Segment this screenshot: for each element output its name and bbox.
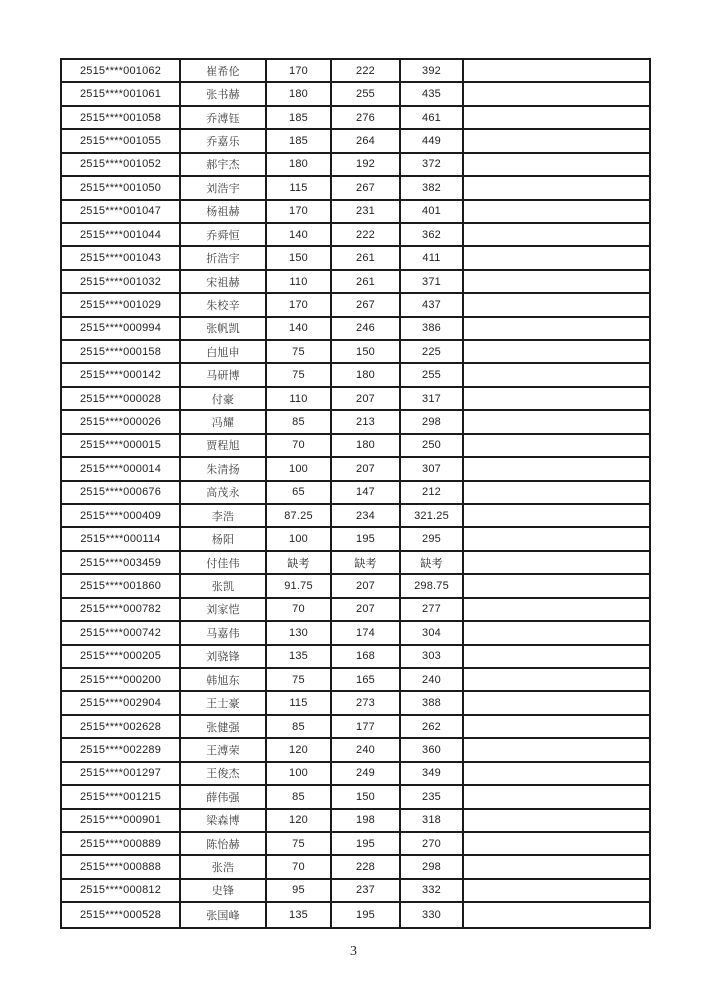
total-cell: 388 [401, 692, 464, 715]
name-cell: 张书赫 [181, 83, 267, 106]
total-cell: 349 [401, 763, 464, 786]
id-cell: 2515****000742 [62, 622, 181, 645]
name-cell: 史锋 [181, 880, 267, 903]
note-cell [464, 107, 649, 130]
id-cell: 2515****000014 [62, 458, 181, 481]
note-cell [464, 528, 649, 551]
score2-cell: 261 [332, 271, 401, 294]
table-row [62, 903, 649, 926]
id-cell: 2515****001061 [62, 83, 181, 106]
id-cell: 2515****000142 [62, 364, 181, 387]
total-cell: 304 [401, 622, 464, 645]
name-cell: 张帆凯 [181, 318, 267, 341]
table-row [62, 552, 649, 575]
note-cell [464, 716, 649, 739]
note-cell [464, 552, 649, 575]
id-cell: 2515****001032 [62, 271, 181, 294]
id-cell: 2515****000015 [62, 435, 181, 458]
score2-cell: 273 [332, 692, 401, 715]
table-row [62, 505, 649, 528]
score1-cell: 135 [267, 646, 332, 669]
table-row [62, 271, 649, 294]
name-cell: 朱校辛 [181, 294, 267, 317]
score1-cell: 115 [267, 177, 332, 200]
name-cell: 乔嘉乐 [181, 130, 267, 153]
id-cell: 2515****000901 [62, 810, 181, 833]
total-cell: 371 [401, 271, 464, 294]
note-cell [464, 505, 649, 528]
score1-cell: 170 [267, 294, 332, 317]
score2-cell: 249 [332, 763, 401, 786]
name-cell: 王溥荣 [181, 739, 267, 762]
score2-cell: 207 [332, 599, 401, 622]
id-cell: 2515****001215 [62, 786, 181, 809]
note-cell [464, 271, 649, 294]
name-cell: 乔溥钰 [181, 107, 267, 130]
score2-cell: 192 [332, 154, 401, 177]
note-cell [464, 341, 649, 364]
table-row [62, 411, 649, 434]
id-cell: 2515****001052 [62, 154, 181, 177]
table-row [62, 528, 649, 551]
id-cell: 2515****001047 [62, 201, 181, 224]
total-cell: 317 [401, 388, 464, 411]
score1-cell: 110 [267, 271, 332, 294]
score1-cell: 70 [267, 856, 332, 879]
table-row [62, 458, 649, 481]
id-cell: 2515****000812 [62, 880, 181, 903]
id-cell: 2515****001860 [62, 575, 181, 598]
score1-cell: 85 [267, 786, 332, 809]
table-row [62, 318, 649, 341]
table-row [62, 130, 649, 153]
score1-cell: 170 [267, 60, 332, 83]
note-cell [464, 411, 649, 434]
note-cell [464, 458, 649, 481]
note-cell [464, 224, 649, 247]
score2-cell: 150 [332, 341, 401, 364]
total-cell: 277 [401, 599, 464, 622]
score1-cell: 95 [267, 880, 332, 903]
table-row [62, 669, 649, 692]
table-row [62, 201, 649, 224]
name-cell: 梁森博 [181, 810, 267, 833]
name-cell: 白旭申 [181, 341, 267, 364]
score2-cell: 222 [332, 224, 401, 247]
name-cell: 郝宇杰 [181, 154, 267, 177]
note-cell [464, 739, 649, 762]
name-cell: 朱清扬 [181, 458, 267, 481]
id-cell: 2515****003459 [62, 552, 181, 575]
score1-cell: 70 [267, 435, 332, 458]
table-row [62, 107, 649, 130]
id-cell: 2515****002289 [62, 739, 181, 762]
score2-cell: 177 [332, 716, 401, 739]
score2-cell: 207 [332, 458, 401, 481]
total-cell: 435 [401, 83, 464, 106]
score-table [60, 58, 651, 929]
total-cell: 330 [401, 903, 464, 926]
note-cell [464, 247, 649, 270]
id-cell: 2515****001050 [62, 177, 181, 200]
note-cell [464, 435, 649, 458]
table-row [62, 880, 649, 903]
name-cell: 折浩宇 [181, 247, 267, 270]
score1-cell: 70 [267, 599, 332, 622]
score1-cell: 65 [267, 482, 332, 505]
total-cell: 362 [401, 224, 464, 247]
score1-cell: 115 [267, 692, 332, 715]
id-cell: 2515****000528 [62, 903, 181, 926]
table-row [62, 622, 649, 645]
score1-cell: 缺考 [267, 552, 332, 575]
id-cell: 2515****002904 [62, 692, 181, 715]
table-row [62, 575, 649, 598]
id-cell: 2515****001029 [62, 294, 181, 317]
table-row [62, 247, 649, 270]
note-cell [464, 294, 649, 317]
id-cell: 2515****001297 [62, 763, 181, 786]
score2-cell: 231 [332, 201, 401, 224]
score2-cell: 222 [332, 60, 401, 83]
note-cell [464, 646, 649, 669]
score2-cell: 228 [332, 856, 401, 879]
total-cell: 250 [401, 435, 464, 458]
total-cell: 212 [401, 482, 464, 505]
name-cell: 马研博 [181, 364, 267, 387]
name-cell: 张健强 [181, 716, 267, 739]
score1-cell: 100 [267, 763, 332, 786]
page-number: 3 [350, 944, 357, 959]
id-cell: 2515****001044 [62, 224, 181, 247]
score2-cell: 267 [332, 177, 401, 200]
score1-cell: 87.25 [267, 505, 332, 528]
table-row [62, 646, 649, 669]
id-cell: 2515****000200 [62, 669, 181, 692]
total-cell: 411 [401, 247, 464, 270]
score2-cell: 267 [332, 294, 401, 317]
score1-cell: 75 [267, 341, 332, 364]
name-cell: 宋祖赫 [181, 271, 267, 294]
note-cell [464, 622, 649, 645]
name-cell: 付佳伟 [181, 552, 267, 575]
score1-cell: 75 [267, 364, 332, 387]
table-row [62, 692, 649, 715]
table-row [62, 716, 649, 739]
score2-cell: 198 [332, 810, 401, 833]
note-cell [464, 60, 649, 83]
total-cell: 303 [401, 646, 464, 669]
note-cell [464, 177, 649, 200]
name-cell: 张国峰 [181, 903, 267, 926]
score2-cell: 195 [332, 903, 401, 926]
name-cell: 张浩 [181, 856, 267, 879]
score2-cell: 195 [332, 833, 401, 856]
score2-cell: 195 [332, 528, 401, 551]
name-cell: 王士豪 [181, 692, 267, 715]
score2-cell: 207 [332, 575, 401, 598]
note-cell [464, 364, 649, 387]
total-cell: 缺考 [401, 552, 464, 575]
note-cell [464, 810, 649, 833]
table-row [62, 364, 649, 387]
table-row [62, 739, 649, 762]
total-cell: 255 [401, 364, 464, 387]
note-cell [464, 482, 649, 505]
score2-cell: 缺考 [332, 552, 401, 575]
note-cell [464, 575, 649, 598]
id-cell: 2515****002628 [62, 716, 181, 739]
total-cell: 298.75 [401, 575, 464, 598]
score2-cell: 150 [332, 786, 401, 809]
note-cell [464, 880, 649, 903]
total-cell: 461 [401, 107, 464, 130]
id-cell: 2515****000994 [62, 318, 181, 341]
score2-cell: 246 [332, 318, 401, 341]
score1-cell: 150 [267, 247, 332, 270]
score1-cell: 91.75 [267, 575, 332, 598]
id-cell: 2515****000158 [62, 341, 181, 364]
table-row [62, 786, 649, 809]
id-cell: 2515****000676 [62, 482, 181, 505]
total-cell: 270 [401, 833, 464, 856]
table-row [62, 599, 649, 622]
total-cell: 318 [401, 810, 464, 833]
score1-cell: 185 [267, 130, 332, 153]
id-cell: 2515****001062 [62, 60, 181, 83]
score1-cell: 75 [267, 833, 332, 856]
note-cell [464, 692, 649, 715]
name-cell: 马嘉伟 [181, 622, 267, 645]
score1-cell: 180 [267, 83, 332, 106]
score2-cell: 180 [332, 364, 401, 387]
total-cell: 401 [401, 201, 464, 224]
note-cell [464, 130, 649, 153]
id-cell: 2515****000409 [62, 505, 181, 528]
total-cell: 307 [401, 458, 464, 481]
name-cell: 刘浩宇 [181, 177, 267, 200]
total-cell: 295 [401, 528, 464, 551]
name-cell: 杨阳 [181, 528, 267, 551]
note-cell [464, 388, 649, 411]
id-cell: 2515****001043 [62, 247, 181, 270]
score1-cell: 85 [267, 716, 332, 739]
score1-cell: 130 [267, 622, 332, 645]
table-row [62, 388, 649, 411]
id-cell: 2515****001058 [62, 107, 181, 130]
total-cell: 298 [401, 411, 464, 434]
name-cell: 薛伟强 [181, 786, 267, 809]
name-cell: 冯耀 [181, 411, 267, 434]
score1-cell: 85 [267, 411, 332, 434]
note-cell [464, 903, 649, 926]
id-cell: 2515****000889 [62, 833, 181, 856]
total-cell: 298 [401, 856, 464, 879]
name-cell: 付豪 [181, 388, 267, 411]
name-cell: 高茂永 [181, 482, 267, 505]
note-cell [464, 669, 649, 692]
total-cell: 321.25 [401, 505, 464, 528]
score2-cell: 165 [332, 669, 401, 692]
note-cell [464, 786, 649, 809]
table-row [62, 810, 649, 833]
note-cell [464, 83, 649, 106]
note-cell [464, 599, 649, 622]
id-cell: 2515****001055 [62, 130, 181, 153]
total-cell: 449 [401, 130, 464, 153]
id-cell: 2515****000114 [62, 528, 181, 551]
id-cell: 2515****000205 [62, 646, 181, 669]
score1-cell: 120 [267, 739, 332, 762]
total-cell: 360 [401, 739, 464, 762]
table-row [62, 60, 649, 83]
score2-cell: 180 [332, 435, 401, 458]
total-cell: 235 [401, 786, 464, 809]
total-cell: 382 [401, 177, 464, 200]
score2-cell: 240 [332, 739, 401, 762]
table-row [62, 341, 649, 364]
id-cell: 2515****000888 [62, 856, 181, 879]
score2-cell: 255 [332, 83, 401, 106]
id-cell: 2515****000782 [62, 599, 181, 622]
note-cell [464, 201, 649, 224]
table-row [62, 83, 649, 106]
score1-cell: 140 [267, 224, 332, 247]
total-cell: 240 [401, 669, 464, 692]
total-cell: 332 [401, 880, 464, 903]
score2-cell: 168 [332, 646, 401, 669]
score1-cell: 140 [267, 318, 332, 341]
score2-cell: 264 [332, 130, 401, 153]
name-cell: 刘骁锋 [181, 646, 267, 669]
name-cell: 张凯 [181, 575, 267, 598]
total-cell: 225 [401, 341, 464, 364]
table-row [62, 856, 649, 879]
name-cell: 崔希伦 [181, 60, 267, 83]
score1-cell: 135 [267, 903, 332, 926]
name-cell: 陈怡赫 [181, 833, 267, 856]
note-cell [464, 856, 649, 879]
total-cell: 262 [401, 716, 464, 739]
score2-cell: 261 [332, 247, 401, 270]
score2-cell: 213 [332, 411, 401, 434]
score2-cell: 147 [332, 482, 401, 505]
score2-cell: 207 [332, 388, 401, 411]
score1-cell: 100 [267, 458, 332, 481]
name-cell: 刘家恺 [181, 599, 267, 622]
table-row [62, 177, 649, 200]
table-row [62, 833, 649, 856]
name-cell: 贾程旭 [181, 435, 267, 458]
name-cell: 李浩 [181, 505, 267, 528]
total-cell: 392 [401, 60, 464, 83]
note-cell [464, 833, 649, 856]
score2-cell: 276 [332, 107, 401, 130]
table-row [62, 763, 649, 786]
total-cell: 437 [401, 294, 464, 317]
score2-cell: 174 [332, 622, 401, 645]
total-cell: 372 [401, 154, 464, 177]
score1-cell: 170 [267, 201, 332, 224]
name-cell: 杨祖赫 [181, 201, 267, 224]
score1-cell: 110 [267, 388, 332, 411]
id-cell: 2515****000028 [62, 388, 181, 411]
score2-cell: 237 [332, 880, 401, 903]
note-cell [464, 318, 649, 341]
score1-cell: 75 [267, 669, 332, 692]
table-row [62, 224, 649, 247]
score1-cell: 100 [267, 528, 332, 551]
score1-cell: 120 [267, 810, 332, 833]
id-cell: 2515****000026 [62, 411, 181, 434]
name-cell: 乔舜恒 [181, 224, 267, 247]
name-cell: 韩旭东 [181, 669, 267, 692]
note-cell [464, 154, 649, 177]
name-cell: 王俊杰 [181, 763, 267, 786]
total-cell: 386 [401, 318, 464, 341]
score2-cell: 234 [332, 505, 401, 528]
score1-cell: 185 [267, 107, 332, 130]
table-row [62, 154, 649, 177]
score1-cell: 180 [267, 154, 332, 177]
note-cell [464, 763, 649, 786]
table-row [62, 294, 649, 317]
table-row [62, 435, 649, 458]
table-row [62, 482, 649, 505]
